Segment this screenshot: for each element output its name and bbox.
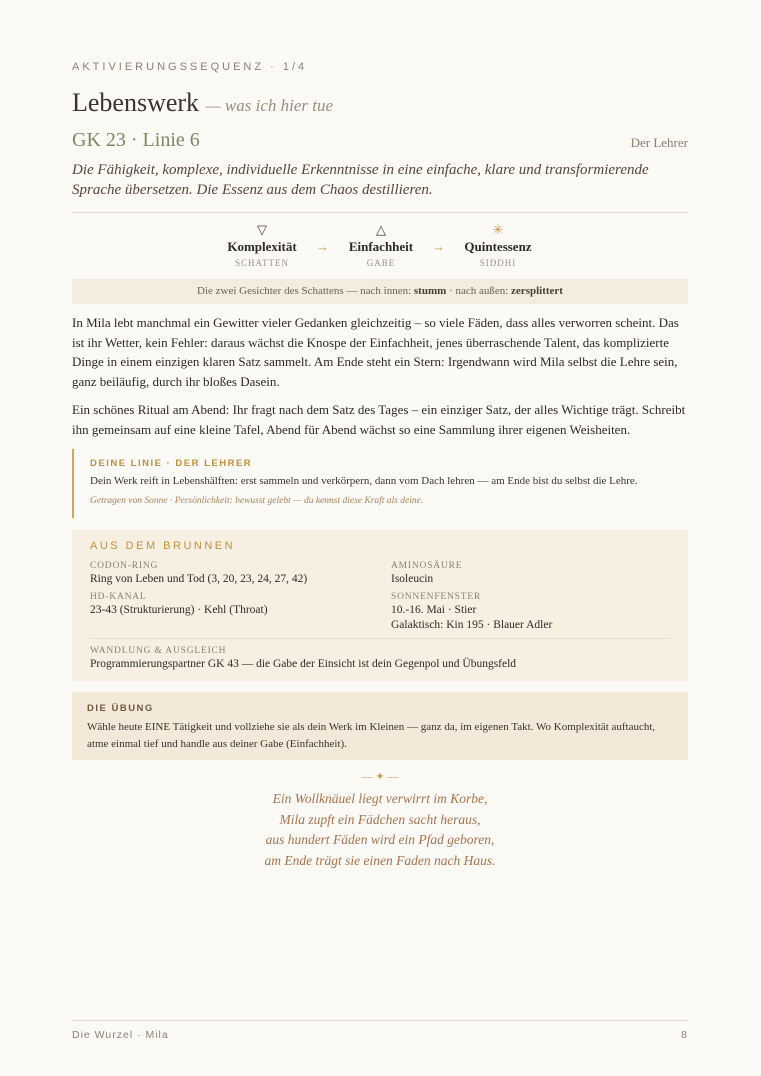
exercise-text: Wähle heute EINE Tätigkeit und vollziehe sie als dein Werk im Kleinen — ganz da, im eigenen Takt. Wo Komplexität auftaucht, atme einmal tief und handle aus deiner Gabe (Einfachheit). xyxy=(87,721,656,750)
line-box-note: Getragen von Sonne · Persönlichkeit: bewusst gelebt — du kennst diese Kraft als deine. xyxy=(90,496,424,506)
role-label: Der Lehrer xyxy=(630,135,688,150)
gene-key-line: GK 23 · Linie 6 xyxy=(72,129,200,151)
arrow-right-icon: → xyxy=(432,239,445,254)
stage-name: Komplexität xyxy=(227,239,297,254)
shadow-prefix: Die zwei Gesichter des Schattens — nach innen: xyxy=(197,285,414,297)
ornament-divider: — ✦ — xyxy=(361,771,399,783)
title-subtitle: — was ich hier tue xyxy=(205,96,334,115)
shadow-inner: stumm xyxy=(413,285,447,297)
field-label: SONNENFENSTER xyxy=(391,592,482,602)
stage-caption: SCHATTEN xyxy=(234,258,289,268)
lead-text: Die Fähigkeit, komplexe, individuelle Erkenntnisse in eine einfache, klare und transformierende Sprache übersetzen. Die Essenz aus dem Chaos destillieren. xyxy=(72,162,649,198)
sun-window-field xyxy=(391,591,681,633)
body-paragraph-1: In Mila lebt manchmal ein Gewitter vieler Gedanken gleichzeitig – so viele Fäden, dass alles verworren scheint. Das ist ihr Wetter, kein Fehler: daraus wächst die Knospe der Einfachheit, jenes überraschende Talent, das komplizierte Dinge in einem einzigen klaren Satz sammelt. Am Ende steht ein Stern: Irgendwann wird Mila selbst die Lehre sein, ganz beiläufig, durch ihr bloßes Dasein. xyxy=(72,315,679,389)
field-label: CODON-RING xyxy=(90,561,159,571)
title-main: Lebenswerk xyxy=(72,88,200,117)
field-value: Ring von Leben und Tod (3, 20, 23, 24, 27, 42) xyxy=(90,573,308,585)
triangle-up-icon: △ xyxy=(376,222,386,237)
field-label: WANDLUNG & AUSGLEICH xyxy=(90,646,227,656)
stage-gift xyxy=(326,222,436,270)
stage-name: Einfachheit xyxy=(348,239,414,254)
transformation-field xyxy=(90,645,670,672)
poem-line: Ein Wollknäuel liegt verwirrt im Korbe, xyxy=(272,791,488,806)
source-heading: AUS DEM BRUNNEN xyxy=(90,540,236,552)
field-value: Isoleucin xyxy=(391,573,434,585)
field-value-galactic: Galaktisch: Kin 195 · Blauer Adler xyxy=(391,619,553,631)
sequence-kicker: AKTIVIERUNGSSEQUENZ · 1/4 xyxy=(72,61,308,73)
poem-line: Mila zupft ein Fädchen sacht heraus, xyxy=(279,811,481,827)
star-icon: ✳ xyxy=(492,222,504,237)
poem-line: am Ende trägt sie einen Faden nach Haus. xyxy=(264,852,496,868)
shadow-faces-bar xyxy=(72,279,688,304)
arrow-right-icon: → xyxy=(316,239,329,254)
page-number: 8 xyxy=(681,1029,688,1041)
poem-line: aus hundert Fäden wird ein Pfad geboren, xyxy=(265,832,495,847)
stage-flow xyxy=(72,222,688,274)
page-title xyxy=(72,88,333,118)
shadow-middle: · nach außen: xyxy=(446,285,512,297)
field-value: 10.-16. Mai · Stier xyxy=(391,604,477,616)
line-box xyxy=(72,449,688,518)
codon-ring-field xyxy=(90,560,380,587)
exercise-heading: DIE ÜBUNG xyxy=(87,703,154,714)
poem xyxy=(72,789,688,871)
line-box-heading: DEINE LINIE · DER LEHRER xyxy=(90,458,253,469)
hd-channel-field xyxy=(90,591,380,618)
field-value: Programmierungspartner GK 43 — die Gabe der Einsicht ist dein Gegenpol und Übungsfeld xyxy=(90,658,517,670)
stage-caption: GABE xyxy=(366,258,396,268)
body-paragraph-2: Ein schönes Ritual am Abend: Ihr fragt nach dem Satz des Tages – ein einziger Satz, der alles Wichtige trägt. Schreibt ihn gemeinsam auf eine kleine Tafel, Abend für Abend wächst so eine Sammlung ihrer eigenen Weisheiten. xyxy=(72,402,686,437)
stage-siddhi xyxy=(443,222,553,270)
shadow-outer: zersplittert xyxy=(511,285,563,297)
stage-caption: SIDDHI xyxy=(479,258,517,268)
field-value: 23-43 (Strukturierung) · Kehl (Throat) xyxy=(90,604,268,616)
stage-name: Quintessenz xyxy=(464,239,532,254)
amino-acid-field xyxy=(391,560,681,587)
field-label: AMINOSÄURE xyxy=(391,561,463,571)
line-box-text: Dein Werk reift in Lebenshälften: erst sammeln und verkörpern, dann vom Dach lehren — am Ende bist du selbst die Lehre. xyxy=(90,475,638,487)
source-panel xyxy=(72,530,688,681)
footer-left: Die Wurzel · Mila xyxy=(72,1029,169,1041)
triangle-down-icon: ▽ xyxy=(257,222,267,237)
exercise-box xyxy=(72,692,688,760)
divider xyxy=(90,638,670,639)
divider xyxy=(72,212,688,213)
footer-divider xyxy=(72,1020,688,1021)
field-label: HD-KANAL xyxy=(90,592,147,602)
stage-shadow xyxy=(207,222,317,270)
